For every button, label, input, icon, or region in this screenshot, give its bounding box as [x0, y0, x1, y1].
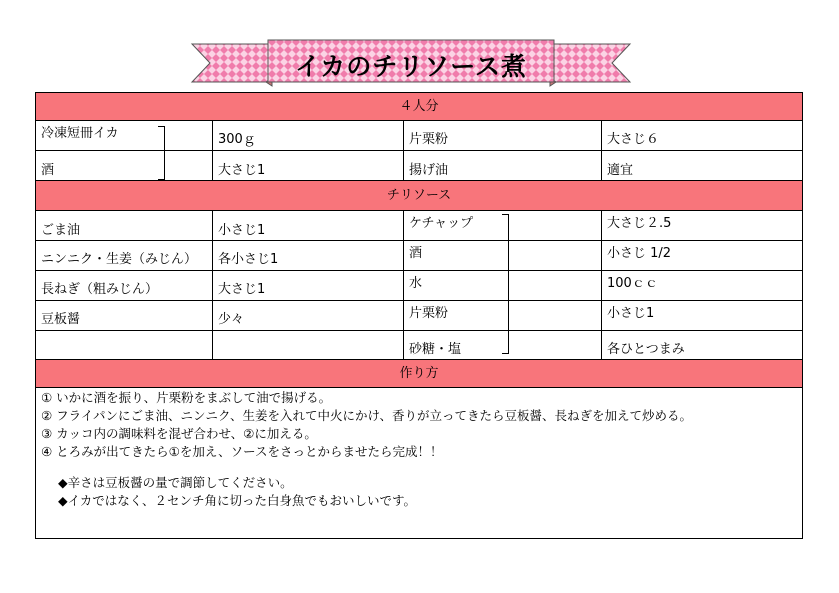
step-text: ④ とろみが出てきたら①を加え、ソースをさっとからませたら完成！！ — [41, 444, 443, 459]
ingredient-name: ケチャップ — [409, 216, 474, 231]
ingredient-name: 揚げ油 — [409, 163, 449, 178]
ingredient-amount: 少々 — [218, 312, 245, 327]
table-row — [36, 301, 802, 331]
step-text: ② フライパンにごま油、ニンニク、生姜を入れて中火にかけ、香りが立ってきたら豆板醤、長ねぎを加えて炒める。 — [41, 408, 693, 423]
ingredient-name: ごま油 — [41, 223, 81, 238]
table-row — [36, 331, 802, 360]
table-row — [36, 151, 802, 181]
note-text: ◆イカではなく、２センチ角に切った白身魚でもおいしいです。 — [58, 493, 416, 508]
ingredient-name: ニンニク・生姜（みじん） — [41, 252, 198, 267]
step-text: ① いかに酒を振り、片栗粉をまぶして油で揚げる。 — [41, 390, 332, 405]
ingredient-amount: 大さじ1 — [218, 163, 266, 178]
ingredient-amount: 300ｇ — [218, 132, 256, 147]
ingredient-amount: 大さじ６ — [607, 132, 660, 147]
table-row — [36, 241, 802, 271]
ingredient-amount: 各ひとつまみ — [607, 342, 685, 357]
table-row — [36, 121, 802, 151]
servings-header: ４人分 — [36, 93, 802, 121]
step-text: ③ カッコ内の調味料を混ぜ合わせ、②に加える。 — [41, 426, 317, 441]
ingredient-name: 片栗粉 — [409, 132, 449, 147]
ingredient-name: 砂糖・塩 — [409, 342, 462, 357]
ingredient-name: 酒 — [409, 246, 423, 261]
ingredient-amount: 100ｃｃ — [607, 276, 658, 291]
ingredient-name: 片栗粉 — [409, 306, 449, 321]
ingredient-name: 豆板醤 — [41, 312, 81, 327]
ingredient-amount: 小さじ1 — [218, 223, 266, 238]
method-header: 作り方 — [36, 360, 802, 388]
ingredient-name: 水 — [409, 276, 423, 291]
table-row — [36, 271, 802, 301]
ingredient-amount: 小さじ1 — [607, 306, 655, 321]
ingredient-amount: 大さじ1 — [218, 282, 266, 297]
ingredient-name: 酒 — [41, 163, 55, 178]
ingredient-amount: 適宜 — [607, 163, 634, 178]
title-banner — [188, 38, 634, 88]
note-text: ◆辛さは豆板醤の量で調節してください。 — [58, 475, 293, 490]
ingredient-name: 長ねぎ（粗みじん） — [41, 282, 159, 297]
recipe-table — [35, 92, 803, 539]
sauce-header: チリソース — [36, 181, 802, 211]
ingredient-amount: 各小さじ1 — [218, 252, 279, 267]
ingredient-amount: 小さじ 1/2 — [607, 246, 672, 261]
page-title: イカのチリソース煮 — [294, 52, 527, 81]
table-row — [36, 211, 802, 241]
ingredient-amount: 大さじ２.5 — [607, 216, 672, 231]
ingredient-name: 冷凍短冊イカ — [41, 126, 119, 141]
method-body — [36, 388, 802, 538]
